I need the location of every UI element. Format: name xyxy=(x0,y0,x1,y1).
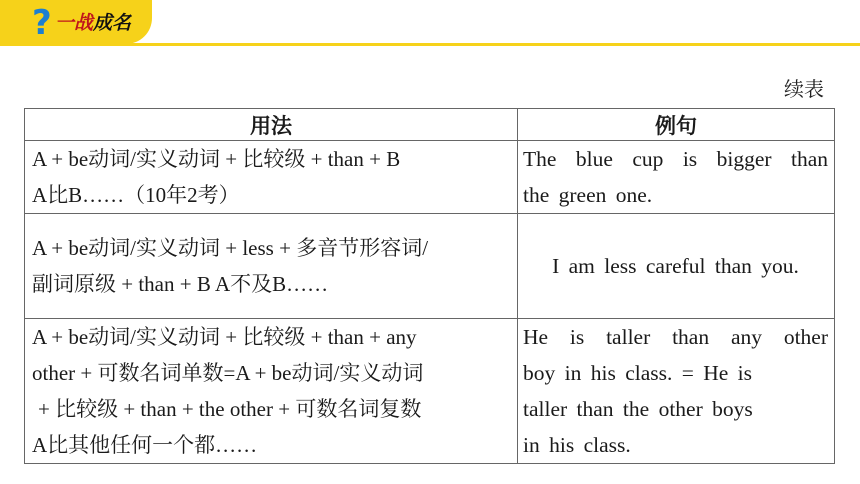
header-bar xyxy=(0,0,860,48)
table-header-row xyxy=(25,109,835,141)
usage-line: A比B……（10年2考） xyxy=(32,183,240,207)
column-header-usage: 用法 xyxy=(25,109,518,141)
question-mark-icon: ? xyxy=(32,3,52,43)
grammar-table xyxy=(24,108,835,464)
column-header-example: 例句 xyxy=(518,109,835,141)
usage-line: other + 可数名词单数=A + be动词/实义动词 xyxy=(32,361,424,385)
example-line: the green one. xyxy=(523,183,653,207)
example-line: taller than the other boys xyxy=(523,397,753,421)
usage-line: 副词原级 + than + B A不及B…… xyxy=(32,272,329,296)
example-line: I am less careful than you. xyxy=(552,254,799,278)
usage-line: A比其他任何一个都…… xyxy=(32,433,258,457)
example-cell xyxy=(518,319,835,464)
header-divider xyxy=(0,43,860,46)
table-row xyxy=(25,141,835,214)
example-line: in his class. xyxy=(523,433,631,457)
example-line: boy in his class. = He is xyxy=(523,361,753,385)
usage-cell xyxy=(25,319,518,464)
example-line: He is taller than any other xyxy=(523,325,828,349)
example-cell xyxy=(518,141,835,214)
usage-cell xyxy=(25,214,518,319)
continued-label: 续表 xyxy=(784,77,824,101)
usage-line: A + be动词/实义动词 + less + 多音节形容词/ xyxy=(32,236,429,260)
brand-logo xyxy=(55,13,131,33)
example-cell xyxy=(518,214,835,319)
table-row xyxy=(25,214,835,319)
brand-prefix: 一战 xyxy=(55,12,94,34)
usage-line: A + be动词/实义动词 + 比较级 + than + any xyxy=(32,325,417,349)
usage-line: A + be动词/实义动词 + 比较级 + than + B xyxy=(32,147,401,171)
example-line: The blue cup is bigger than xyxy=(523,147,828,171)
usage-line: + 比较级 + than + the other + 可数名词复数 xyxy=(38,397,422,421)
usage-cell xyxy=(25,141,518,214)
brand-suffix: 成名 xyxy=(93,12,132,34)
table-row xyxy=(25,319,835,464)
